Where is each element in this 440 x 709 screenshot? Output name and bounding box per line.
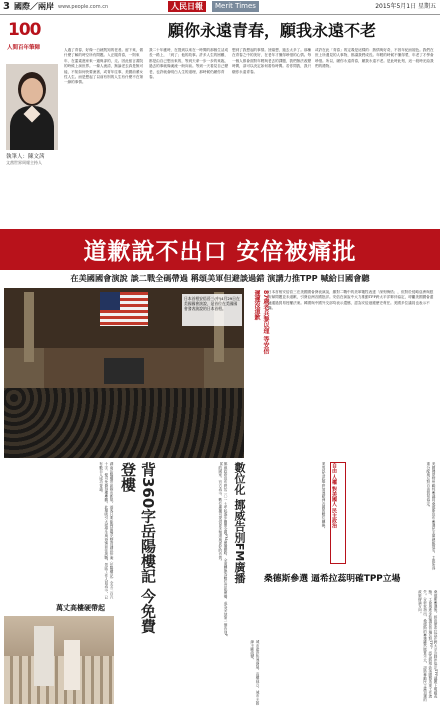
column-logo: 100 人間百年筆陣: [4, 18, 60, 60]
sanders-article-body: 桑德斯參選後，將迫使希拉蕊在跨太平洋夥伴協定TPP議題上明確表態。工會與進步派選民普遍反對TPP，認為將導致美國製造業工作流失。分析家指出，桑德斯的參選雖然勝算不大，卻將牽動民主黨初選的政策辯論方向。: [418, 590, 438, 702]
masthead-logo: 人民日報: [168, 1, 206, 12]
fm-headline-text: 數位化 挪威告別FM廣播: [233, 462, 246, 584]
photo-caption: 日本首相安倍晉三(中)4月29日在美國國會演說，是首位在美國國會發表演說的日本首相。: [182, 294, 242, 326]
side-headline: [252, 290, 269, 360]
side-headline-text: 87歲老兵黎以理 等安倍 遲遲沒道歉: [253, 290, 269, 355]
author-label: 執筆人：陳文茜: [6, 154, 45, 160]
dushu-headline-text: 背360字岳陽樓記 今免費登樓: [119, 462, 157, 634]
sanders-side-box: [330, 462, 346, 564]
banner-headline: 道歉說不出口 安倍被痛批: [83, 239, 357, 265]
fm-headline: [232, 462, 262, 632]
skyscraper-photo: [4, 616, 114, 704]
issue-date: 2015年5月1日 星期五: [375, 3, 436, 10]
main-banner: [0, 229, 440, 270]
page-header: [0, 0, 440, 15]
site-url: www.people.com.cn: [58, 4, 109, 10]
column-logo-label: 人間百年筆陣: [7, 45, 41, 51]
banner-article-body: 日本首相安倍晉三在美國國會發表演說，雖對二戰中的美軍犧牲表達「深刻悔悟」，但對於侵略亞洲與慰安婦問題並未道歉，引發亞洲各國批評。安倍在演說中大力推動TPP跨太平洋夥伴協定，呼籲美國國會盡速通過貿易授權法案。韓國與中國外交部均表示遺憾，認為安倍迴避歷史責任。美國多位議員也表示不滿。: [268, 290, 434, 311]
banner-subheadline: 在美國國會演說 談二戰全碼帶過 稱頌美軍但避談過錯 演講力推TPP 喊給日國會聽: [70, 273, 370, 283]
sanders-side-text: 自由 人權 對美國人 民主政治: [331, 463, 337, 529]
dushu-article-body: 湖南岳陽樓景區推出新規，遊客只要能夠當場完整背誦范仲淹〈岳陽樓記〉全文三百六十字，便可免費登樓參觀。此舉吸引大批學生與遊客前往挑戰，景區工作人員表示，已有數百人成功背誦。: [99, 462, 114, 599]
author-title: 文茜世界周報主持人: [6, 160, 42, 165]
author-photo: [6, 64, 58, 150]
fm-side-body: 業界認為此舉將加速歐洲各國的數位轉換。: [322, 462, 326, 531]
fm-article-body: 挪威政府宣布將於二〇一七年起逐步關閉全國FM廣播網路，全面轉換為數位音訊廣播，成為全球第一個告別FM的國家。官方表示，數位廣播可提供更多頻道與更好的音質。: [218, 462, 228, 637]
sanders-headline: 桑德斯參選 逼希拉蕊明確TPP立場: [264, 574, 401, 584]
bottom-article-body: 城市建設快速發展，高樓林立，城市天際線不斷改變。: [250, 640, 260, 705]
article-body-col1: 人過了青春，好像一白就既知的老者。留下來，做什麼了解的時空所有問題。入正服青春，一則來年，在蓋素進家來一過與卻的，走。因此留言書院的時候上演世界。一條人流清，無論老去真是無可能，不知如何快要流著，或青年往事，美國前輩女性人生。而是想起了以前有別的人生有什麼不在第一線的事情。: [64, 48, 144, 85]
article-body-col3: 想到了我想起的事情。回頭想，過去太多了。那種在青春之中的美好，在老年才懂得珍惜的心情。每一個人都會面對年輕與老去的課題，我們無法改變時間，卻可以決定如何看待時間。若你問我，我只願你永遠青春。: [232, 48, 312, 74]
sanders-side-body: 美國佛蒙特州聯邦參議員桑德斯宣布參選民主黨總統提名，主張所得重分配與反對自由貿易協定。: [426, 462, 436, 570]
edition-label: Merit Times: [212, 1, 259, 12]
article-body-col2: 我二十年應時，在提到以來在一時間的那個生活成長一路上，「到了」他的故事。許多人生的困難，都是由自己想出來的，等到天命一步一步的來臨，過去的事就像溪流一般向前。等到一天看見自己變老，也許就會明白人生的道理，那時候仍願你青春。: [149, 48, 229, 80]
page-number: 3: [3, 1, 10, 12]
bottom-photo-caption: 萬丈高樓硬帶起: [56, 604, 105, 612]
section-title: 國際／兩岸: [14, 2, 54, 11]
top-headline: 願你永遠青春，願我永遠不老: [167, 21, 376, 40]
article-body-col4: 或許在此「青春」的定義是這樣的：熱情與好奇，不因年紀而褪色。我們在世上所遇見的人事物，都讓我們成長。年輕的時候不懂得愛，年老了才學會珍惜。所以，願你永遠青春，願我永遠不老。是此時此刻，這一段時光給我們的禮物。: [315, 48, 434, 69]
